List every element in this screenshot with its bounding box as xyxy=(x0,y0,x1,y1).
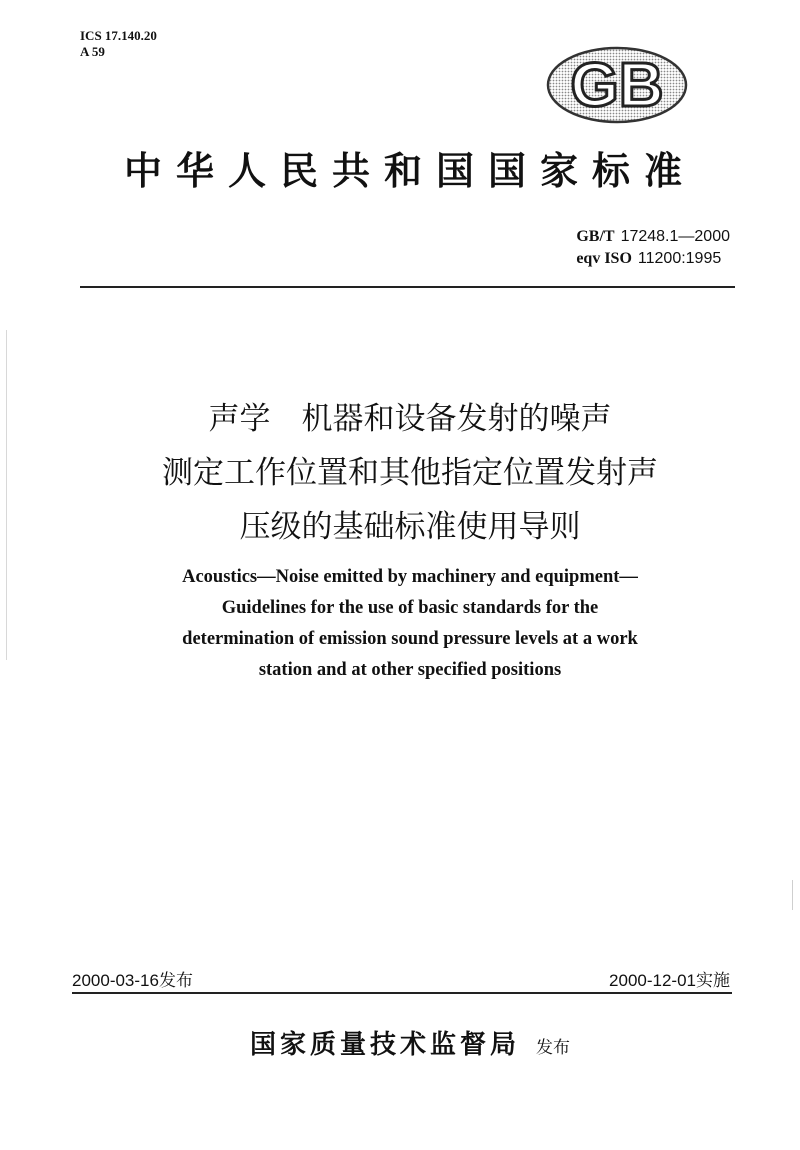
scan-edge-line xyxy=(6,330,7,660)
implementation-date: 2000-12-01实施 xyxy=(609,971,730,990)
eqv-value: 11200:1995 xyxy=(637,250,722,267)
english-title-line: station and at other specified positions xyxy=(258,660,562,680)
publisher xyxy=(70,1024,750,1061)
eqv-label: eqv ISO xyxy=(576,250,632,267)
gb-value: 17248.1—2000 xyxy=(620,228,730,245)
issue-date: 2000-03-16发布 xyxy=(72,971,193,990)
english-title-line: determination of emission sound pressure levels at a work xyxy=(182,629,638,649)
gb-logo xyxy=(546,46,688,124)
ics-code: ICS 17.140.20 xyxy=(80,28,157,43)
english-title xyxy=(70,562,750,686)
publisher-org: 国家质量技术监督局 xyxy=(249,1030,520,1060)
national-standard-title: 中华人民共和国国家标准 xyxy=(123,149,696,193)
ics-code-block xyxy=(80,28,157,60)
gb-label: GB/T xyxy=(576,228,615,245)
chinese-title-line: 压级的基础标准使用导则 xyxy=(239,509,581,545)
chinese-title xyxy=(70,392,750,554)
english-title-line: Guidelines for the use of basic standards for the xyxy=(221,598,599,618)
eqv-number-line xyxy=(576,248,730,270)
chinese-title-line: 声学 机器和设备发射的噪声 xyxy=(208,401,612,437)
gb-number-line xyxy=(576,226,730,248)
top-divider xyxy=(80,286,735,288)
gb-logo-text: GB xyxy=(570,51,664,120)
standard-number-block xyxy=(576,226,730,270)
publisher-action: 发布 xyxy=(536,1038,570,1058)
chinese-title-line: 测定工作位置和其他指定位置发射声 xyxy=(162,455,658,491)
scan-edge-line xyxy=(792,880,793,910)
ccs-code: A 59 xyxy=(80,44,105,59)
english-title-line: Acoustics—Noise emitted by machinery and equipment— xyxy=(182,567,638,587)
bottom-divider xyxy=(72,992,732,994)
